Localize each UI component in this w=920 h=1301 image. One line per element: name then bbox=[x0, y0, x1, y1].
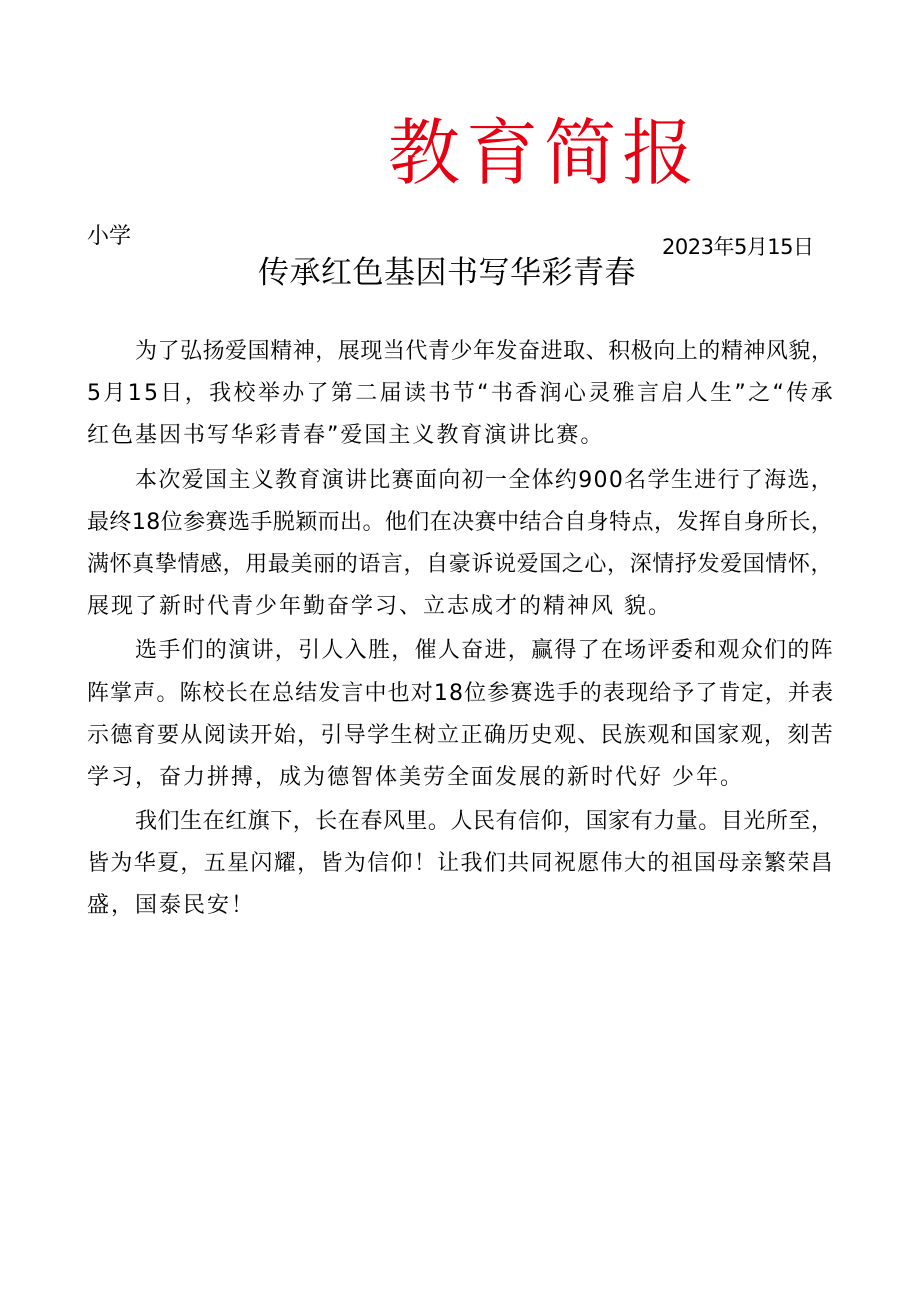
masthead-title: 教育简报 bbox=[388, 111, 701, 195]
paragraph-4-line-3: 盛，国泰民安！ bbox=[87, 893, 256, 919]
paragraph-3-line-4: 学习，奋力拼搏，成为德智体美劳全面发展的新时代好 少年。 bbox=[87, 764, 744, 790]
issue-date: 2023年5月15日 bbox=[662, 235, 814, 259]
paragraph-3-line-1: 选 手 们 的 演 讲 ， 引 人 入 胜 ， 催 人 奋 进 ， 赢 得 了 在 场 评 委 和 观 众 们 的 阵 bbox=[135, 638, 833, 664]
paragraph-2-line-1: 本 次 爱 国 主 义 教 育 演 讲 比 赛 面 向 初 一 全 体 约 9 0 0 名 学 生 进 行 了 海 选 ， bbox=[135, 467, 833, 493]
paragraph-2-line-2: 最 终 1 8 位 参 赛 选 手 脱 颖 而 出 。 他 们 在 决 赛 中 结 合 自 身 特 点 ， 发 挥 自 身 所 长 ， bbox=[87, 509, 833, 535]
paragraph-4-line-1: 我 们 生 在 红 旗 下 ， 长 在 春 风 里 。 人 民 有 信 仰 ， 国 家 有 力 量 。 目 光 所 至 ， bbox=[135, 809, 833, 835]
school-name: 小学 bbox=[87, 224, 132, 249]
paragraph-3-line-2: 阵 掌 声 。 陈 校 长 在 总 结 发 言 中 也 对 1 8 位 参 赛 选 手 的 表 现 给 予 了 肯 定 ， 并 表 bbox=[87, 680, 833, 706]
article-body bbox=[87, 331, 833, 928]
article-headline: 传承红色基因书写华彩青春 bbox=[258, 255, 636, 291]
paragraph-1-line-2: 5 月 1 5 日 ， 我 校 举 办 了 第 二 届 读 书 节 “ 书 香 润 心 灵 雅 言 启 人 生 ” 之 “ 传 承 bbox=[87, 381, 833, 407]
paragraph-2-line-4: 展现了新时代青少年勤奋学习、立志成才的精神风 貌。 bbox=[87, 594, 672, 620]
paragraph-3-line-3: 示 德 育 要 从 阅 读 开 始 ， 引 导 学 生 树 立 正 确 历 史 观 、 民 族 观 和 国 家 观 ， 刻 苦 bbox=[87, 722, 833, 748]
paragraph-1-line-3: 红色基因书写华彩青春”爱国主义教育演讲比赛。 bbox=[87, 423, 605, 449]
paragraph-4-line-2: 皆 为 华 夏 ， 五 星 闪 耀 ， 皆 为 信 仰 ！ 让 我 们 共 同 祝 愿 伟 大 的 祖 国 母 亲 繁 荣 昌 bbox=[87, 851, 833, 877]
paragraph-2-line-3: 满 怀 真 挚 情 感 ， 用 最 美 丽 的 语 言 ， 自 豪 诉 说 爱 国 之 心 ， 深 情 抒 发 爱 国 情 怀 ， bbox=[87, 551, 833, 577]
paragraph-1-line-1: 为 了 弘 扬 爱 国 精 神 ， 展 现 当 代 青 少 年 发 奋 进 取 、 积 极 向 上 的 精 神 风 貌 ， bbox=[135, 339, 833, 364]
